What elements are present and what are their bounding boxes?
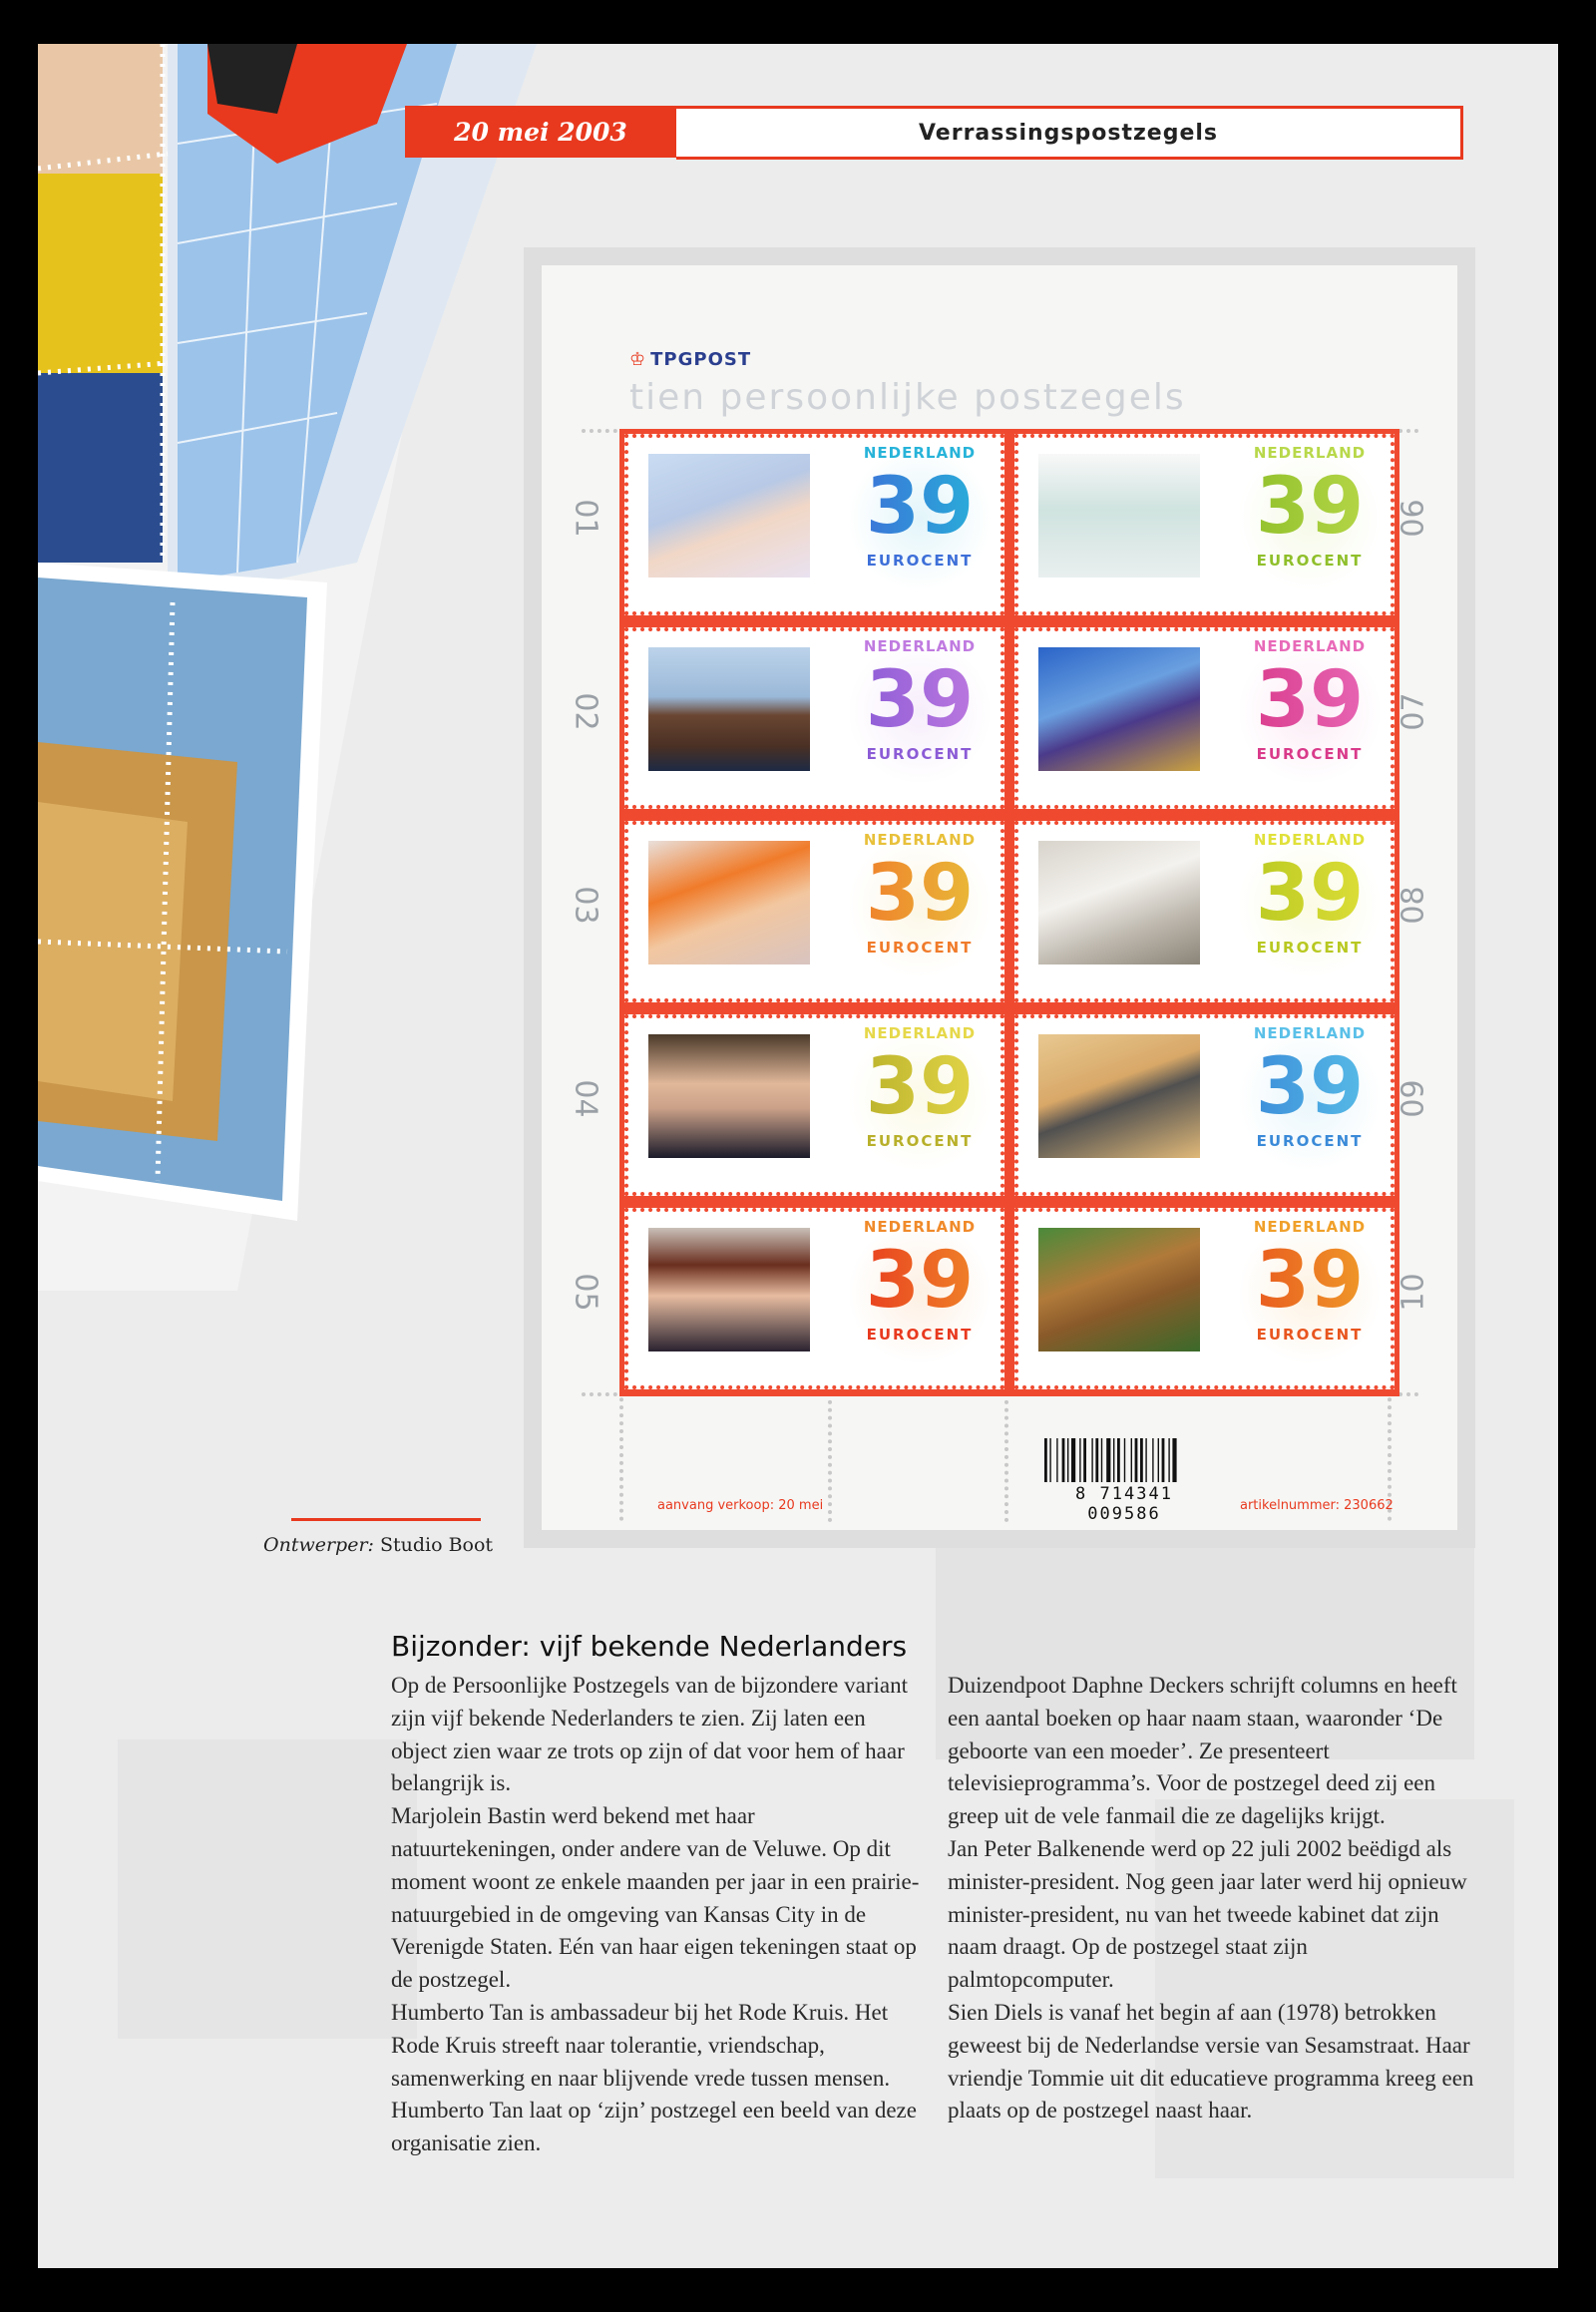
barcode-bar bbox=[1124, 1438, 1125, 1482]
stamp-01 bbox=[624, 434, 1004, 615]
article-title: Bijzonder: vijf bekende Nederlanders bbox=[391, 1630, 908, 1663]
barcode-bar bbox=[1168, 1438, 1169, 1482]
palmtop-computer-photo bbox=[1038, 1034, 1200, 1158]
stamp-value-panel bbox=[850, 1218, 990, 1367]
stamp-denomination: 39 bbox=[1240, 849, 1380, 939]
stamp-denomination: 39 bbox=[850, 1236, 990, 1326]
stamp-denomination: 39 bbox=[1240, 655, 1380, 745]
stamp-country: NEDERLAND bbox=[863, 831, 977, 849]
stamp-country: NEDERLAND bbox=[863, 637, 977, 655]
portrait-orange-haired-woman-photo bbox=[648, 841, 810, 964]
stamp-value-panel bbox=[1240, 637, 1380, 787]
stamp-block bbox=[619, 429, 1399, 1396]
stamp-unit: EUROCENT bbox=[1256, 1132, 1364, 1150]
barcode-bar bbox=[1172, 1438, 1176, 1482]
stamp-country: NEDERLAND bbox=[863, 1218, 977, 1236]
portrait-blonde-woman-photo bbox=[648, 454, 810, 578]
stamp-number-label: 05 bbox=[568, 1273, 603, 1312]
stamp-sheet bbox=[542, 265, 1457, 1530]
stamp-value-panel bbox=[1240, 444, 1380, 593]
designer-divider bbox=[291, 1518, 481, 1521]
stamp-number-label: 08 bbox=[1396, 886, 1431, 925]
stamp-country: NEDERLAND bbox=[1253, 444, 1367, 462]
stamp-unit: EUROCENT bbox=[866, 939, 974, 957]
decorative-collage bbox=[38, 44, 597, 1291]
paragraph: Op de Persoonlijke Postzegels van de bijzondere variant zijn vijf bekende Nederlanders te zien. Zij laten een object zien waar ze trots op zijn of dat voor hem of haar belangrijk is. bbox=[391, 1673, 908, 1796]
stamp-unit: EUROCENT bbox=[866, 552, 974, 570]
article-number: artikelnummer: 230662 bbox=[1240, 1498, 1394, 1513]
stamp-country: NEDERLAND bbox=[863, 1024, 977, 1042]
paragraph: Jan Peter Balkenende werd op 22 juli 2002 beëdigd als minister-president. Nog geen jaar later werd hij opnieuw minister-president, nu van het tweede kabinet dat zijn naam draagt. Op de postzegel staat zijn palmtopcomputer. bbox=[948, 1835, 1467, 1993]
stamp-country: NEDERLAND bbox=[1253, 1218, 1367, 1236]
stamp-country: NEDERLAND bbox=[1253, 637, 1367, 655]
stamp-denomination: 39 bbox=[1240, 1236, 1380, 1326]
barcode-bar bbox=[1083, 1438, 1086, 1482]
stamp-number-label: 10 bbox=[1396, 1273, 1431, 1312]
page-header bbox=[405, 106, 1464, 158]
barcode-bar bbox=[1071, 1438, 1075, 1482]
barcode-bar bbox=[1095, 1438, 1098, 1482]
album-page bbox=[38, 44, 1558, 2268]
stamp-09 bbox=[1014, 1014, 1395, 1196]
stamp-number-label: 01 bbox=[568, 499, 603, 538]
barcode-bar bbox=[1101, 1438, 1102, 1482]
stamp-unit: EUROCENT bbox=[1256, 1326, 1364, 1344]
perforation-column bbox=[1004, 1392, 1008, 1522]
barcode-bar bbox=[1049, 1438, 1050, 1482]
barcode-bar bbox=[1044, 1438, 1047, 1482]
perforation-column bbox=[828, 1392, 832, 1522]
barcode-bar bbox=[1140, 1438, 1143, 1482]
stamp-number-label: 07 bbox=[1396, 692, 1431, 731]
stamp-unit: EUROCENT bbox=[1256, 552, 1364, 570]
paragraph: Duizendpoot Daphne Deckers schrijft columns en heeft een aantal boeken op haar naam staan, waaronder ‘De geboorte van een moeder’. Ze presenteert televisieprogramma’s. Voor de postzegel deed zij een greep uit de vele fanmail die ze dagelijks krijgt. bbox=[948, 1673, 1457, 1829]
stamp-number-label: 03 bbox=[568, 886, 603, 925]
barcode-number: 8 714341 009586 bbox=[1038, 1484, 1210, 1524]
stamp-03 bbox=[624, 821, 1004, 1002]
barcode-bar bbox=[1056, 1438, 1057, 1482]
stamp-value-panel bbox=[1240, 1024, 1380, 1174]
gnome-figures-photo bbox=[1038, 647, 1200, 771]
stamp-number-label: 04 bbox=[568, 1079, 603, 1118]
designer-label: Ontwerper: bbox=[263, 1534, 374, 1556]
stamp-08 bbox=[1014, 821, 1395, 1002]
stamp-value-panel bbox=[1240, 831, 1380, 980]
stamp-denomination: 39 bbox=[1240, 1042, 1380, 1132]
barcode-bar bbox=[1067, 1438, 1068, 1482]
stamp-country: NEDERLAND bbox=[863, 444, 977, 462]
barcode-bar bbox=[1079, 1438, 1080, 1482]
stamp-05 bbox=[624, 1208, 1004, 1389]
stamp-unit: EUROCENT bbox=[866, 1132, 974, 1150]
stamp-unit: EUROCENT bbox=[1256, 939, 1364, 957]
barcode-bar bbox=[1162, 1438, 1165, 1482]
stamp-02 bbox=[624, 627, 1004, 809]
article-right-column bbox=[948, 1670, 1476, 2127]
stamp-denomination: 39 bbox=[850, 849, 990, 939]
barcode-bar bbox=[1135, 1438, 1138, 1482]
stamp-number-label: 06 bbox=[1396, 499, 1431, 538]
brand-name: TPGPOST bbox=[650, 349, 752, 370]
stamp-value-panel bbox=[850, 831, 990, 980]
stamp-07 bbox=[1014, 627, 1395, 809]
barcode-bar bbox=[1091, 1438, 1092, 1482]
stamp-denomination: 39 bbox=[1240, 462, 1380, 552]
sale-start: aanvang verkoop: 20 mei bbox=[657, 1498, 824, 1513]
stamp-value-panel bbox=[850, 1024, 990, 1174]
portrait-man-glasses-photo bbox=[648, 1034, 810, 1158]
barcode-bar bbox=[1113, 1438, 1114, 1482]
designer-name: Studio Boot bbox=[379, 1534, 494, 1556]
stamp-04 bbox=[624, 1014, 1004, 1196]
stamp-unit: EUROCENT bbox=[1256, 745, 1364, 763]
stamp-country: NEDERLAND bbox=[1253, 1024, 1367, 1042]
article-left-column bbox=[391, 1670, 920, 2160]
brand-logo bbox=[629, 349, 751, 370]
pile-of-letters-photo bbox=[1038, 841, 1200, 964]
barcode-bar bbox=[1106, 1438, 1110, 1482]
stamp-number-label: 02 bbox=[568, 692, 603, 731]
designer-credit bbox=[263, 1534, 493, 1556]
paragraph: Marjolein Bastin werd bekend met haar natuurtekeningen, onder andere van de Veluwe. Op dit moment woont ze enkele maanden per jaar in een prairie-natuurgebied in de omgeving van Kansas City in de Verenigde Staten. Eén van haar eigen tekeningen staat op de postzegel. bbox=[391, 1803, 920, 1993]
paragraph: Humberto Tan is ambassadeur bij het Rode Kruis. Het Rode Kruis streeft naar tolerantie, vriendschap, samenwerking en naar blijvende vrede tussen mensen. Humberto Tan laat op ‘zijn’ postzegel een beeld van deze organisatie zien. bbox=[391, 1999, 917, 2156]
barcode-bar bbox=[1152, 1438, 1153, 1482]
stamp-unit: EUROCENT bbox=[866, 745, 974, 763]
stamp-value-panel bbox=[1240, 1218, 1380, 1367]
barcode-bar bbox=[1158, 1438, 1159, 1482]
background-photo bbox=[118, 1739, 417, 2039]
barcode-bar bbox=[1131, 1438, 1132, 1482]
stamp-10 bbox=[1014, 1208, 1395, 1389]
barcode-bar bbox=[1062, 1438, 1065, 1482]
sheet-heading: tien persoonlijke postzegels bbox=[629, 377, 1186, 418]
page-title: Verrassingspostzegels bbox=[676, 106, 1463, 160]
stamp-denomination: 39 bbox=[850, 462, 990, 552]
drawing-bird-eggs-photo bbox=[1038, 454, 1200, 578]
puppet-tommie-photo bbox=[1038, 1228, 1200, 1351]
barcode-bar bbox=[1145, 1438, 1146, 1482]
stamp-value-panel bbox=[850, 444, 990, 593]
portrait-woman-short-hair-photo bbox=[648, 1228, 810, 1351]
stamp-denomination: 39 bbox=[850, 1042, 990, 1132]
paragraph: Sien Diels is vanaf het begin af aan (1978) betrokken geweest bij de Nederlandse versie van Sesamstraat. Haar vriendje Tommie uit dit educatieve programma kreeg een plaats op de postzegel naast haar. bbox=[948, 1999, 1474, 2123]
portrait-man-photo bbox=[648, 647, 810, 771]
stamp-06 bbox=[1014, 434, 1395, 615]
barcode-bar bbox=[1117, 1438, 1120, 1482]
stamp-value-panel bbox=[850, 637, 990, 787]
issue-date: 20 mei 2003 bbox=[405, 106, 676, 158]
crown-icon: ♔ bbox=[629, 349, 647, 370]
stamp-country: NEDERLAND bbox=[1253, 831, 1367, 849]
stamp-denomination: 39 bbox=[850, 655, 990, 745]
stamp-unit: EUROCENT bbox=[866, 1326, 974, 1344]
stamp-number-label: 09 bbox=[1396, 1079, 1431, 1118]
